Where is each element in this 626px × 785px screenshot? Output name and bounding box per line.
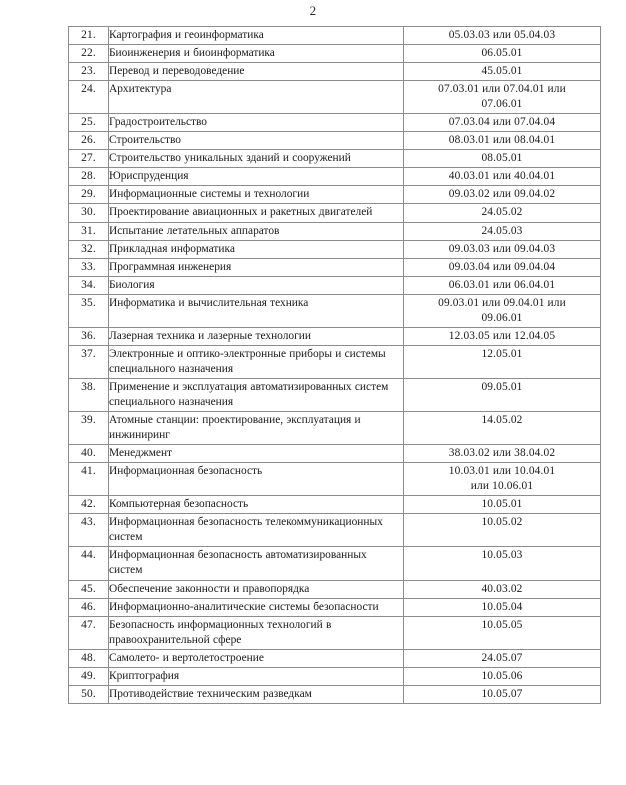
specialty-name-cell: Информационные системы и технологии [109,186,404,204]
specialty-name-cell: Компьютерная безопасность [109,496,404,514]
table-row [69,240,601,258]
specialty-code-cell [404,598,601,616]
specialty-code-line: 14.05.02 [481,414,523,427]
row-number-cell: 29. [69,186,109,204]
specialty-code-cell [404,276,601,294]
specialties-table-body [69,27,601,704]
specialty-code-cell [404,580,601,598]
specialty-code-cell [404,81,601,114]
specialty-name-cell: Проектирование авиационных и ракетных двигателей [109,204,404,222]
specialty-code-cell [404,345,601,378]
specialty-code-line: или 10.06.01 [470,480,534,493]
page-number: 2 [309,3,317,18]
table-row [69,496,601,514]
specialty-code-cell [404,649,601,667]
specialty-code-cell [404,204,601,222]
specialty-code-cell [404,222,601,240]
specialty-name-cell: Строительство уникальных зданий и сооружений [109,150,404,168]
row-number-cell: 46. [69,598,109,616]
specialty-code-line: 08.05.01 [481,152,523,165]
table-row [69,378,601,411]
specialty-name-cell: Испытание летательных аппаратов [109,222,404,240]
specialty-code-line: 24.05.02 [481,206,523,219]
specialty-code-cell [404,685,601,703]
specialty-code-cell [404,168,601,186]
table-row [69,168,601,186]
specialty-code-line: 10.05.06 [481,669,523,682]
table-row [69,616,601,649]
row-number-cell: 35. [69,294,109,327]
table-row [69,45,601,63]
specialty-code-line: 09.05.01 [481,380,523,393]
specialty-code-line: 07.06.01 [481,98,523,111]
row-number-cell: 38. [69,378,109,411]
specialty-code-cell [404,616,601,649]
specialty-name-cell: Менеджмент [109,445,404,463]
specialty-code-line: 10.05.02 [481,516,523,529]
specialty-name-cell: Безопасность информационных технологий в правоохранительной сфере [109,616,404,649]
row-number-cell: 26. [69,132,109,150]
specialty-code-line: 09.03.03 или 09.04.03 [448,242,556,255]
specialty-code-cell [404,514,601,547]
specialty-code-line: 10.05.03 [481,549,523,562]
table-row [69,222,601,240]
table-row [69,258,601,276]
specialty-code-cell [404,667,601,685]
table-row [69,463,601,496]
specialty-name-cell: Информатика и вычислительная техника [109,294,404,327]
specialty-name-cell: Информационная безопасность [109,463,404,496]
table-row [69,327,601,345]
specialty-code-cell [404,445,601,463]
specialty-code-cell [404,294,601,327]
table-row [69,204,601,222]
specialty-code-line: 10.05.07 [481,687,523,700]
row-number-cell: 34. [69,276,109,294]
row-number-cell: 41. [69,463,109,496]
specialty-code-line: 38.03.02 или 38.04.02 [448,447,556,460]
table-row [69,445,601,463]
specialty-name-cell: Обеспечение законности и правопорядка [109,580,404,598]
row-number-cell: 23. [69,63,109,81]
specialty-code-line: 07.03.04 или 07.04.04 [448,116,556,129]
specialty-code-cell [404,63,601,81]
table-row [69,685,601,703]
row-number-cell: 31. [69,222,109,240]
specialty-code-line: 45.05.01 [481,65,523,78]
specialty-code-cell [404,327,601,345]
specialty-name-cell: Противодействие техническим разведкам [109,685,404,703]
specialty-name-cell: Информационная безопасность автоматизированных систем [109,547,404,580]
specialty-code-line: 40.03.01 или 40.04.01 [448,170,556,183]
specialty-code-line: 09.03.04 или 09.04.04 [448,260,556,273]
table-row [69,150,601,168]
specialty-code-cell [404,378,601,411]
specialty-code-cell [404,45,601,63]
table-row [69,580,601,598]
row-number-cell: 45. [69,580,109,598]
specialty-name-cell: Юриспруденция [109,168,404,186]
table-row [69,345,601,378]
table-row [69,27,601,45]
row-number-cell: 42. [69,496,109,514]
specialty-code-line: 10.05.01 [481,498,523,511]
table-row [69,412,601,445]
row-number-cell: 32. [69,240,109,258]
specialty-code-line: 24.05.07 [481,651,523,664]
specialty-code-line: 24.05.03 [481,224,523,237]
specialty-name-cell: Строительство [109,132,404,150]
specialty-name-cell: Перевод и переводоведение [109,63,404,81]
specialty-code-line: 09.03.01 или 09.04.01 или [438,296,566,309]
specialty-name-cell: Применение и эксплуатация автоматизированных систем специального назначения [109,378,404,411]
specialty-code-line: 06.05.01 [481,47,523,60]
table-row [69,186,601,204]
specialty-name-cell: Картография и геоинформатика [109,27,404,45]
table-row [69,547,601,580]
table-row [69,132,601,150]
specialty-code-cell [404,114,601,132]
row-number-cell: 48. [69,649,109,667]
specialty-code-cell [404,186,601,204]
row-number-cell: 24. [69,81,109,114]
table-row [69,114,601,132]
specialty-name-cell: Информационно-аналитические системы безопасности [109,598,404,616]
specialty-code-cell [404,258,601,276]
specialty-code-line: 10.05.05 [481,618,523,631]
specialties-table [68,26,601,704]
row-number-cell: 44. [69,547,109,580]
row-number-cell: 50. [69,685,109,703]
specialty-name-cell: Электронные и оптико-электронные приборы и системы специального назначения [109,345,404,378]
table-row [69,63,601,81]
specialty-name-cell: Архитектура [109,81,404,114]
row-number-cell: 28. [69,168,109,186]
specialty-name-cell: Атомные станции: проектирование, эксплуатация и инжиниринг [109,412,404,445]
specialty-code-line: 12.03.05 или 12.04.05 [448,329,556,342]
table-row [69,276,601,294]
specialty-code-cell [404,240,601,258]
table-row [69,81,601,114]
specialty-code-line: 40.03.02 [481,582,523,595]
specialty-name-cell: Биология [109,276,404,294]
specialty-code-line: 07.03.01 или 07.04.01 или [438,83,566,96]
row-number-cell: 25. [69,114,109,132]
specialty-name-cell: Криптография [109,667,404,685]
specialty-name-cell: Биоинженерия и биоинформатика [109,45,404,63]
row-number-cell: 47. [69,616,109,649]
specialty-code-line: 10.05.04 [481,600,523,613]
specialty-code-cell [404,27,601,45]
specialty-name-cell: Градостроительство [109,114,404,132]
row-number-cell: 21. [69,27,109,45]
table-row [69,649,601,667]
table-row [69,514,601,547]
specialty-code-cell [404,150,601,168]
specialty-code-line: 05.03.03 или 05.04.03 [448,29,556,41]
specialty-name-cell: Лазерная техника и лазерные технологии [109,327,404,345]
row-number-cell: 49. [69,667,109,685]
row-number-cell: 37. [69,345,109,378]
specialty-code-cell [404,412,601,445]
specialty-code-line: 10.03.01 или 10.04.01 [448,465,556,478]
specialty-name-cell: Программная инженерия [109,258,404,276]
table-row [69,598,601,616]
specialties-table-container [68,26,600,704]
specialty-name-cell: Самолето- и вертолетостроение [109,649,404,667]
row-number-cell: 27. [69,150,109,168]
row-number-cell: 40. [69,445,109,463]
row-number-cell: 30. [69,204,109,222]
specialty-code-cell [404,463,601,496]
specialty-code-line: 08.03.01 или 08.04.01 [448,134,556,147]
specialty-code-line: 12.05.01 [481,347,523,360]
specialty-code-cell [404,547,601,580]
specialty-name-cell: Прикладная информатика [109,240,404,258]
row-number-cell: 33. [69,258,109,276]
specialty-name-cell: Информационная безопасность телекоммуникационных систем [109,514,404,547]
specialty-code-line: 09.06.01 [481,311,523,324]
row-number-cell: 43. [69,514,109,547]
specialty-code-line: 09.03.02 или 09.04.02 [448,188,556,201]
table-row [69,294,601,327]
specialty-code-cell [404,496,601,514]
row-number-cell: 39. [69,412,109,445]
specialty-code-line: 06.03.01 или 06.04.01 [448,278,556,291]
row-number-cell: 36. [69,327,109,345]
row-number-cell: 22. [69,45,109,63]
specialty-code-cell [404,132,601,150]
table-row [69,667,601,685]
